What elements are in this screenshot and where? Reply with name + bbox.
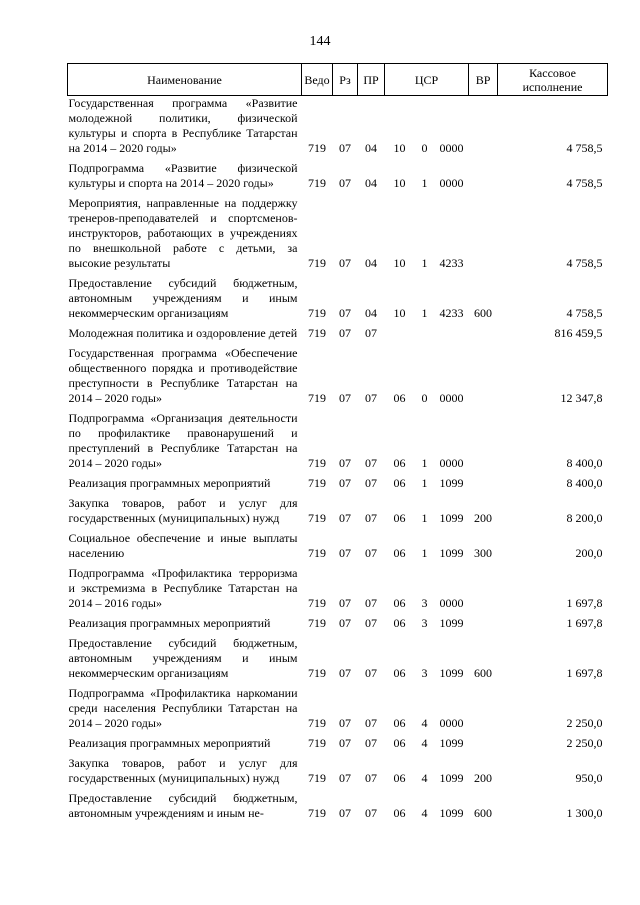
row-csr-code: 0000 bbox=[439, 716, 464, 730]
row-csr-code: 0000 bbox=[439, 141, 464, 155]
row-vr bbox=[469, 96, 498, 162]
row-csr-program: 10 bbox=[393, 176, 406, 190]
header-amount: Кассовое исполнение bbox=[498, 64, 608, 96]
row-amount: 1 300,0 bbox=[566, 806, 603, 820]
row-csr-subprogram: 1 bbox=[421, 256, 428, 270]
row-vr: 600 bbox=[474, 806, 493, 820]
row-csr-program: 06 bbox=[393, 596, 406, 610]
table-row bbox=[68, 346, 608, 411]
table-body bbox=[68, 96, 608, 827]
row-vr bbox=[469, 326, 498, 346]
row-pr: 07 bbox=[365, 596, 377, 610]
row-amount: 12 347,8 bbox=[560, 391, 603, 405]
table-row bbox=[68, 686, 608, 736]
row-rz: 07 bbox=[339, 771, 351, 785]
header-name: Наименование bbox=[68, 64, 302, 96]
row-ved: 719 bbox=[308, 806, 326, 820]
row-rz: 07 bbox=[339, 476, 351, 490]
row-csr-program: 06 bbox=[393, 666, 406, 680]
row-name: Реализация программных мероприятий bbox=[68, 616, 271, 630]
row-ved: 719 bbox=[308, 326, 326, 340]
row-csr-subprogram: 3 bbox=[421, 596, 428, 610]
row-amount: 4 758,5 bbox=[566, 176, 603, 190]
row-ved: 719 bbox=[308, 306, 326, 320]
row-name: Молодежная политика и оздоровление детей bbox=[68, 326, 298, 340]
table-row bbox=[68, 161, 608, 196]
row-vr bbox=[469, 346, 498, 411]
row-csr-subprogram: 1 bbox=[421, 546, 428, 560]
row-name: Государственная программа «Обеспечение общественного порядка и противодействие преступности в Республике Татарстан на 2014 – 2020 годы» bbox=[68, 346, 298, 405]
row-csr-code: 1099 bbox=[439, 771, 464, 785]
row-rz: 07 bbox=[339, 666, 351, 680]
row-vr bbox=[469, 411, 498, 476]
table-row bbox=[68, 636, 608, 686]
row-pr: 04 bbox=[365, 176, 377, 190]
table-row bbox=[68, 276, 608, 326]
row-name: Государственная программа «Развитие молодежной политики, физической культуры и спорта в Республике Татарстан на 2014 – 2020 годы» bbox=[68, 96, 298, 155]
row-ved: 719 bbox=[308, 616, 326, 630]
row-rz: 07 bbox=[339, 806, 351, 820]
row-amount: 8 200,0 bbox=[566, 511, 603, 525]
row-name: Предоставление субсидий бюджетным, автономным учреждениям и иным некоммерческим организациям bbox=[68, 636, 298, 680]
table-row bbox=[68, 496, 608, 531]
row-name: Предоставление субсидий бюджетным, автономным учреждениям и иным не- bbox=[68, 791, 298, 820]
table-row bbox=[68, 326, 608, 346]
row-pr: 07 bbox=[365, 666, 377, 680]
row-csr-subprogram bbox=[415, 326, 435, 346]
row-vr: 600 bbox=[474, 306, 493, 320]
table-row bbox=[68, 531, 608, 566]
row-pr: 04 bbox=[365, 141, 377, 155]
row-csr-subprogram: 3 bbox=[421, 666, 428, 680]
table-row bbox=[68, 411, 608, 476]
row-amount: 8 400,0 bbox=[566, 476, 603, 490]
row-amount: 816 459,5 bbox=[554, 326, 603, 340]
row-ved: 719 bbox=[308, 476, 326, 490]
row-amount: 1 697,8 bbox=[566, 596, 603, 610]
row-pr: 07 bbox=[365, 326, 377, 340]
row-csr-subprogram: 4 bbox=[421, 736, 428, 750]
row-name: Социальное обеспечение и иные выплаты населению bbox=[68, 531, 298, 560]
row-csr-code: 1099 bbox=[439, 666, 464, 680]
row-csr-code: 1099 bbox=[439, 736, 464, 750]
row-vr bbox=[469, 686, 498, 736]
row-csr-code: 1099 bbox=[439, 616, 464, 630]
row-amount: 200,0 bbox=[575, 546, 603, 560]
table-row bbox=[68, 96, 608, 162]
row-amount: 2 250,0 bbox=[566, 716, 603, 730]
row-vr bbox=[469, 476, 498, 496]
row-pr: 07 bbox=[365, 716, 377, 730]
table-row bbox=[68, 566, 608, 616]
row-pr: 07 bbox=[365, 391, 377, 405]
header-pr: ПР bbox=[358, 64, 385, 96]
row-vr bbox=[469, 566, 498, 616]
row-csr-program: 06 bbox=[393, 616, 406, 630]
row-rz: 07 bbox=[339, 456, 351, 470]
row-csr-subprogram: 1 bbox=[421, 511, 428, 525]
header-rz: Рз bbox=[333, 64, 358, 96]
row-pr: 07 bbox=[365, 546, 377, 560]
row-csr-subprogram: 1 bbox=[421, 176, 428, 190]
header-vr: ВР bbox=[469, 64, 498, 96]
row-csr-code: 4233 bbox=[439, 256, 464, 270]
row-csr-program: 06 bbox=[393, 476, 406, 490]
row-csr-code: 0000 bbox=[439, 596, 464, 610]
row-csr-subprogram: 0 bbox=[421, 141, 428, 155]
row-ved: 719 bbox=[308, 511, 326, 525]
row-pr: 04 bbox=[365, 256, 377, 270]
table-row bbox=[68, 736, 608, 756]
row-pr: 04 bbox=[365, 306, 377, 320]
row-vr: 600 bbox=[474, 666, 493, 680]
row-csr-subprogram: 4 bbox=[421, 806, 428, 820]
row-csr-subprogram: 0 bbox=[421, 391, 428, 405]
row-csr-subprogram: 1 bbox=[421, 306, 428, 320]
row-csr-subprogram: 4 bbox=[421, 716, 428, 730]
row-pr: 07 bbox=[365, 456, 377, 470]
row-csr-program: 06 bbox=[393, 771, 406, 785]
row-amount: 950,0 bbox=[575, 771, 603, 785]
row-csr-subprogram: 3 bbox=[421, 616, 428, 630]
row-rz: 07 bbox=[339, 391, 351, 405]
row-vr bbox=[469, 616, 498, 636]
header-ved: Ведо bbox=[302, 64, 333, 96]
table-row bbox=[68, 756, 608, 791]
row-name: Подпрограмма «Организация деятельности по профилактике правонарушений и преступлений в Республике Татарстан на 2014 – 2020 годы» bbox=[68, 411, 298, 470]
row-rz: 07 bbox=[339, 716, 351, 730]
row-csr-program: 06 bbox=[393, 391, 406, 405]
row-rz: 07 bbox=[339, 141, 351, 155]
row-ved: 719 bbox=[308, 716, 326, 730]
row-rz: 07 bbox=[339, 511, 351, 525]
row-rz: 07 bbox=[339, 326, 351, 340]
row-csr-code: 0000 bbox=[439, 176, 464, 190]
row-name: Предоставление субсидий бюджетным, автономным учреждениям и иным некоммерческим организациям bbox=[68, 276, 298, 320]
row-name: Подпрограмма «Профилактика терроризма и экстремизма в Республике Татарстан на 2014 – 2016 годы» bbox=[68, 566, 298, 610]
row-csr-program: 06 bbox=[393, 546, 406, 560]
row-csr-program: 06 bbox=[393, 716, 406, 730]
row-csr-code: 1099 bbox=[439, 476, 464, 490]
row-rz: 07 bbox=[339, 616, 351, 630]
row-pr: 07 bbox=[365, 736, 377, 750]
row-csr-code: 0000 bbox=[439, 391, 464, 405]
row-pr: 07 bbox=[365, 806, 377, 820]
row-csr-code: 4233 bbox=[439, 306, 464, 320]
budget-table bbox=[67, 63, 608, 826]
table-row bbox=[68, 791, 608, 826]
row-amount: 2 250,0 bbox=[566, 736, 603, 750]
row-vr: 300 bbox=[474, 546, 493, 560]
row-rz: 07 bbox=[339, 736, 351, 750]
row-name: Подпрограмма «Профилактика наркомании среди населения Республики Татарстан на 2014 – 2020 годы» bbox=[68, 686, 298, 730]
row-csr-program: 10 bbox=[393, 306, 406, 320]
table-header bbox=[68, 64, 608, 96]
row-name: Реализация программных мероприятий bbox=[68, 736, 271, 750]
row-csr-program: 10 bbox=[393, 256, 406, 270]
row-csr-subprogram: 1 bbox=[421, 456, 428, 470]
row-csr-program: 06 bbox=[393, 736, 406, 750]
row-csr-code: 1099 bbox=[439, 806, 464, 820]
row-name: Реализация программных мероприятий bbox=[68, 476, 271, 490]
row-rz: 07 bbox=[339, 596, 351, 610]
row-csr-program: 06 bbox=[393, 806, 406, 820]
row-ved: 719 bbox=[308, 596, 326, 610]
row-csr-program: 06 bbox=[393, 456, 406, 470]
row-pr: 07 bbox=[365, 616, 377, 630]
row-ved: 719 bbox=[308, 771, 326, 785]
row-vr: 200 bbox=[474, 511, 493, 525]
row-ved: 719 bbox=[308, 256, 326, 270]
row-csr-program: 10 bbox=[393, 141, 406, 155]
row-name: Подпрограмма «Развитие физической культуры и спорта на 2014 – 2020 годы» bbox=[68, 161, 298, 190]
row-amount: 1 697,8 bbox=[566, 616, 603, 630]
row-ved: 719 bbox=[308, 736, 326, 750]
header-csr: ЦСР bbox=[385, 64, 469, 96]
row-pr: 07 bbox=[365, 511, 377, 525]
row-rz: 07 bbox=[339, 306, 351, 320]
row-amount: 4 758,5 bbox=[566, 256, 603, 270]
table-row bbox=[68, 476, 608, 496]
row-ved: 719 bbox=[308, 456, 326, 470]
row-rz: 07 bbox=[339, 546, 351, 560]
row-vr bbox=[469, 736, 498, 756]
row-vr bbox=[469, 196, 498, 276]
row-rz: 07 bbox=[339, 256, 351, 270]
row-pr: 07 bbox=[365, 771, 377, 785]
table-row bbox=[68, 616, 608, 636]
row-csr-code: 0000 bbox=[439, 456, 464, 470]
row-csr-code bbox=[435, 326, 469, 346]
row-name: Закупка товаров, работ и услуг для государственных (муниципальных) нужд bbox=[68, 756, 298, 785]
row-vr bbox=[469, 161, 498, 196]
row-name: Закупка товаров, работ и услуг для государственных (муниципальных) нужд bbox=[68, 496, 298, 525]
row-csr-code: 1099 bbox=[439, 546, 464, 560]
row-ved: 719 bbox=[308, 546, 326, 560]
table-row bbox=[68, 196, 608, 276]
row-rz: 07 bbox=[339, 176, 351, 190]
page-number: 144 bbox=[309, 34, 331, 49]
row-ved: 719 bbox=[308, 666, 326, 680]
row-name: Мероприятия, направленные на поддержку тренеров-преподавателей и спортсменов-инструкторов, работающих в учреждениях по внешкольной работе с детьми, за высокие результаты bbox=[68, 196, 298, 270]
row-csr-subprogram: 1 bbox=[421, 476, 428, 490]
row-amount: 1 697,8 bbox=[566, 666, 603, 680]
row-ved: 719 bbox=[308, 391, 326, 405]
row-csr-program: 06 bbox=[393, 511, 406, 525]
row-ved: 719 bbox=[308, 176, 326, 190]
row-pr: 07 bbox=[365, 476, 377, 490]
row-csr-code: 1099 bbox=[439, 511, 464, 525]
row-amount: 4 758,5 bbox=[566, 141, 603, 155]
row-ved: 719 bbox=[308, 141, 326, 155]
row-vr: 200 bbox=[474, 771, 493, 785]
row-amount: 8 400,0 bbox=[566, 456, 603, 470]
row-csr-program bbox=[385, 326, 415, 346]
row-csr-subprogram: 4 bbox=[421, 771, 428, 785]
row-amount: 4 758,5 bbox=[566, 306, 603, 320]
